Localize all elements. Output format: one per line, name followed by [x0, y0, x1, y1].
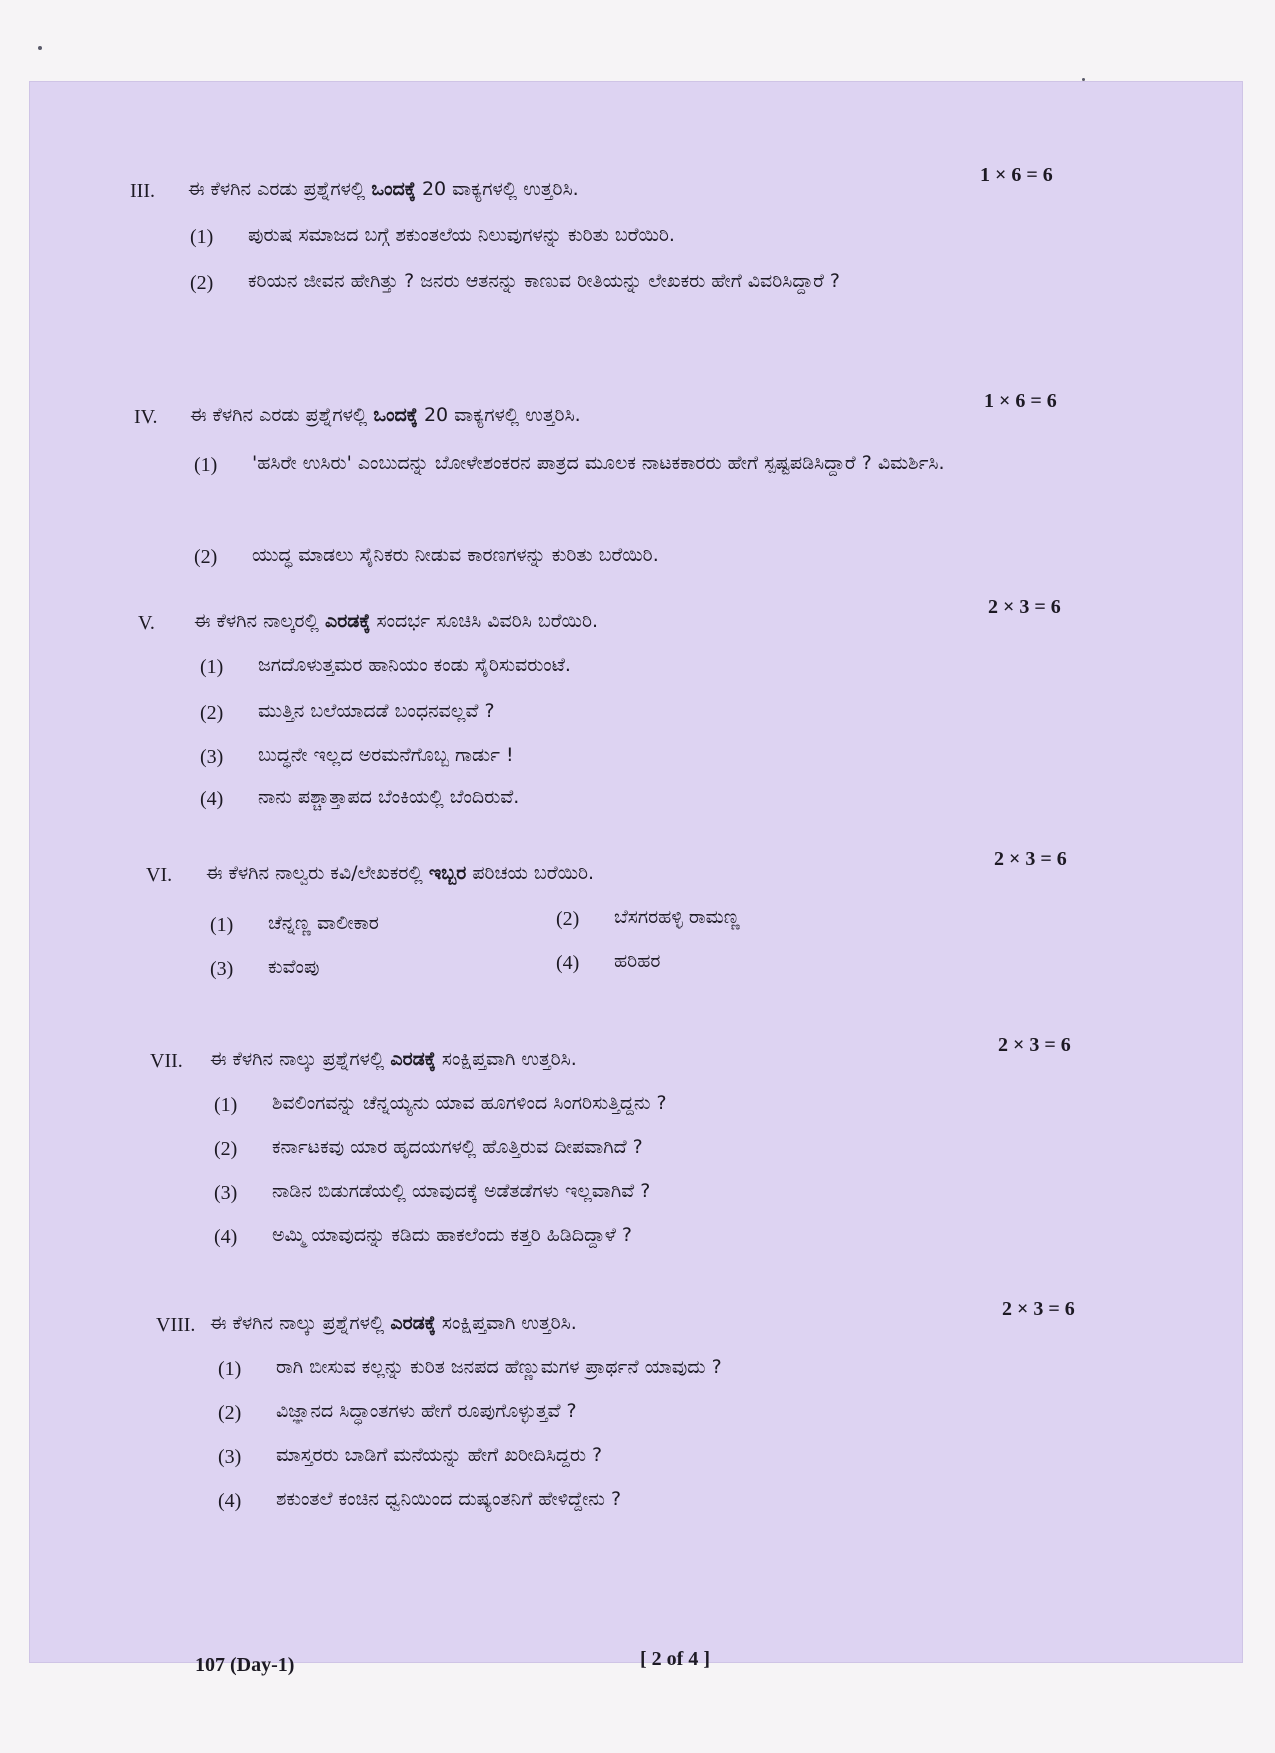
section-number: V. [138, 612, 155, 634]
question-number: (3) [214, 1182, 238, 1204]
question-text: ವಿಜ್ಞಾನದ ಸಿದ್ಧಾಂತಗಳು ಹೇಗೆ ರೂಪುಗೊಳ್ಳುತ್ತವೆ ? [276, 1400, 577, 1422]
question-text: ಶಕುಂತಲೆ ಕಂಚಿನ ಧ್ವನಿಯಿಂದ ದುಷ್ಯಂತನಿಗೆ ಹೇಳಿದ್ದೇನು ? [276, 1488, 622, 1510]
section-instruction: ಈ ಕೆಳಗಿನ ಎರಡು ಪ್ರಶ್ನೆಗಳಲ್ಲಿ ಒಂದಕ್ಕೆ 20 ವಾಕ್ಯಗಳಲ್ಲಿ ಉತ್ತರಿಸಿ. [188, 178, 579, 200]
question-text: ಅಮ್ಮಿ ಯಾವುದನ್ನು ಕಡಿದು ಹಾಕಲೆಂದು ಕತ್ತರಿ ಹಿಡಿದಿದ್ದಾಳೆ ? [272, 1224, 632, 1246]
option-number: (3) [210, 958, 234, 980]
question-number: (2) [214, 1138, 238, 1160]
question-number: (2) [190, 272, 214, 294]
option-text: ಹರಿಹರ [614, 950, 661, 972]
section-marks: 2 × 3 = 6 [1002, 1298, 1075, 1320]
question-number: (1) [218, 1358, 242, 1380]
question-text: 'ಹಸಿರೇ ಉಸಿರು' ಎಂಬುದನ್ನು ಬೋಳೇಶಂಕರನ ಪಾತ್ರದ ಮೂಲಕ ನಾಟಕಕಾರರು ಹೇಗೆ ಸ್ಪಷ್ಟಪಡಿಸಿದ್ದಾರೆ ? ವಿಮರ್ಶಿಸಿ. [252, 452, 945, 474]
section-marks: 2 × 3 = 6 [998, 1034, 1071, 1056]
option-text: ಚೆನ್ನಣ್ಣ ವಾಲೀಕಾರ [268, 912, 379, 934]
page-number: [ 2 of 4 ] [640, 1648, 710, 1670]
option-text: ಕುವೆಂಪು [268, 956, 320, 978]
question-text: ಕರಿಯನ ಜೀವನ ಹೇಗಿತ್ತು ? ಜನರು ಆತನನ್ನು ಕಾಣುವ ರೀತಿಯನ್ನು ಲೇಖಕರು ಹೇಗೆ ವಿವರಿಸಿದ್ದಾರೆ ? [248, 270, 841, 292]
section-header [30, 848, 1242, 902]
question-text: ನಾನು ಪಶ್ಚಾತ್ತಾಪದ ಬೆಂಕಿಯಲ್ಲಿ ಬೆಂದಿರುವೆ. [258, 786, 520, 808]
scan-speck [1082, 78, 1085, 81]
question-number: (1) [200, 656, 224, 678]
question-text: ಜಗದೊಳುತ್ತಮರ ಹಾನಿಯಂ ಕಂಡು ಸೈರಿಸುವರುಂಟೆ. [258, 654, 571, 676]
section-number: VIII. [156, 1314, 196, 1336]
section-instruction: ಈ ಕೆಳಗಿನ ಎರಡು ಪ್ರಶ್ನೆಗಳಲ್ಲಿ ಒಂದಕ್ಕೆ 20 ವಾಕ್ಯಗಳಲ್ಲಿ ಉತ್ತರಿಸಿ. [190, 404, 581, 426]
question-text: ಯುದ್ಧ ಮಾಡಲು ಸೈನಿಕರು ನೀಡುವ ಕಾರಣಗಳನ್ನು ಕುರಿತು ಬರೆಯಿರಿ. [252, 544, 659, 566]
question-number: (2) [194, 546, 218, 568]
question-number: (4) [218, 1490, 242, 1512]
option-text: ಬೆಸಗರಹಳ್ಳಿ ರಾಮಣ್ಣ [614, 906, 740, 928]
section-header [30, 164, 1242, 218]
question-number: (1) [190, 226, 214, 248]
question-text: ರಾಗಿ ಬೀಸುವ ಕಲ್ಲನ್ನು ಕುರಿತ ಜನಪದ ಹೆಣ್ಣುಮಗಳ ಪ್ರಾರ್ಥನೆ ಯಾವುದು ? [276, 1356, 722, 1378]
question-text: ಶಿವಲಿಂಗವನ್ನು ಚೆನ್ನಯ್ಯನು ಯಾವ ಹೂಗಳಿಂದ ಸಿಂಗರಿಸುತ್ತಿದ್ದನು ? [272, 1092, 667, 1114]
question-number: (3) [218, 1446, 242, 1468]
section-number: III. [130, 180, 155, 202]
question-text: ಪುರುಷ ಸಮಾಜದ ಬಗ್ಗೆ ಶಕುಂತಲೆಯ ನಿಲುವುಗಳನ್ನು ಕುರಿತು ಬರೆಯಿರಿ. [248, 224, 675, 246]
question-text: ಬುದ್ಧನೇ ಇಲ್ಲದ ಅರಮನೆಗೊಬ್ಬ ಗಾರ್ಡು ! [258, 744, 514, 766]
section-instruction: ಈ ಕೆಳಗಿನ ನಾಲ್ವರು ಕವಿ/ಲೇಖಕರಲ್ಲಿ ಇಬ್ಬರ ಪರಿಚಯ ಬರೆಯಿರಿ. [206, 862, 595, 884]
section-instruction: ಈ ಕೆಳಗಿನ ನಾಲ್ಕು ಪ್ರಶ್ನೆಗಳಲ್ಲಿ ಎರಡಕ್ಕೆ ಸಂಕ್ಷಿಪ್ತವಾಗಿ ಉತ್ತರಿಸಿ. [210, 1048, 577, 1070]
section-number: VII. [150, 1050, 183, 1072]
exam-page [30, 82, 1242, 1676]
question-number: (4) [214, 1226, 238, 1248]
question-text: ನಾಡಿನ ಬಿಡುಗಡೆಯಲ್ಲಿ ಯಾವುದಕ್ಕೆ ಅಡೆತಡೆಗಳು ಇಲ್ಲವಾಗಿವೆ ? [272, 1180, 651, 1202]
question-text: ಕರ್ನಾಟಕವು ಯಾರ ಹೃದಯಗಳಲ್ಲಿ ಹೊತ್ತಿರುವ ದೀಪವಾಗಿದೆ ? [272, 1136, 643, 1158]
section-instruction: ಈ ಕೆಳಗಿನ ನಾಲ್ಕರಲ್ಲಿ ಎರಡಕ್ಕೆ ಸಂದರ್ಭ ಸೂಚಿಸಿ ವಿವರಿಸಿ ಬರೆಯಿರಿ. [194, 610, 599, 632]
section-marks: 2 × 3 = 6 [988, 596, 1061, 618]
section-marks: 1 × 6 = 6 [984, 390, 1057, 412]
option-number: (2) [556, 908, 580, 930]
section-marks: 1 × 6 = 6 [980, 164, 1053, 186]
question-text: ಮಾಸ್ತರರು ಬಾಡಿಗೆ ಮನೆಯನ್ನು ಹೇಗೆ ಖರೀದಿಸಿದ್ದರು ? [276, 1444, 603, 1466]
question-number: (2) [200, 702, 224, 724]
question-number: (2) [218, 1402, 242, 1424]
section-marks: 2 × 3 = 6 [994, 848, 1067, 870]
section-number: VI. [146, 864, 173, 886]
question-number: (3) [200, 746, 224, 768]
question-number: (1) [214, 1094, 238, 1116]
section-instruction: ಈ ಕೆಳಗಿನ ನಾಲ್ಕು ಪ್ರಶ್ನೆಗಳಲ್ಲಿ ಎರಡಕ್ಕೆ ಸಂಕ್ಷಿಪ್ತವಾಗಿ ಉತ್ತರಿಸಿ. [210, 1312, 577, 1334]
section-header [30, 390, 1242, 444]
paper-code: 107 (Day-1) [195, 1654, 295, 1676]
question-text: ಮುತ್ತಿನ ಬಲೆಯಾದಡೆ ಬಂಧನವಲ್ಲವೆ ? [258, 700, 495, 722]
question-number: (4) [200, 788, 224, 810]
scan-speck [38, 46, 42, 50]
section-number: IV. [134, 406, 158, 428]
option-number: (1) [210, 914, 234, 936]
option-number: (4) [556, 952, 580, 974]
question-number: (1) [194, 454, 218, 476]
